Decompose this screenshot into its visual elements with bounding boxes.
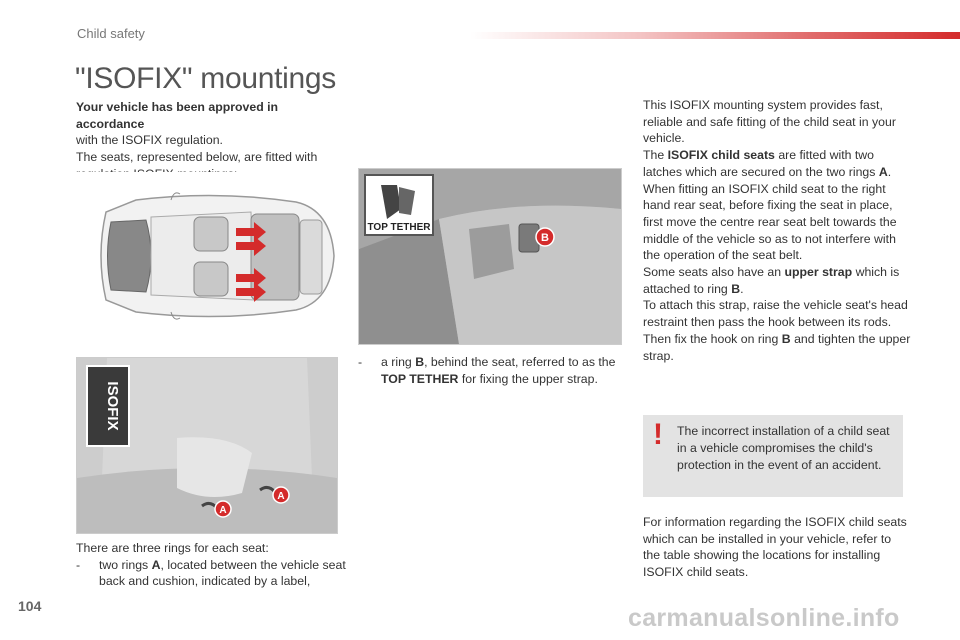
list-dash: - — [76, 557, 81, 572]
top-tether-figure — [358, 168, 622, 345]
ring-b-label: B — [541, 232, 549, 244]
top-tether-tag: TOP TETHER — [367, 222, 431, 233]
caption-ring-a — [76, 540, 346, 590]
list-dash: - — [358, 355, 363, 369]
text-part: , located between the vehicle seat back and cushion, indicated by a label, — [99, 557, 346, 589]
right-column-text — [643, 97, 913, 364]
intro-line-3: The seats, represented below, are fitted with — [76, 150, 318, 165]
isofix-child-seats-term: ISOFIX child seats — [667, 148, 775, 163]
ring-a-label: A — [277, 491, 285, 502]
text-part: a ring — [381, 355, 416, 369]
text-part: , behind the seat, referred to as the — [424, 355, 616, 369]
list-text — [99, 557, 346, 590]
warning-text: The incorrect installation of a child seat in a vehicle compromises the child's protection in the event of an accident. — [677, 424, 890, 472]
caption-a-intro: There are three rings for each seat: — [76, 541, 269, 555]
text-part: The — [643, 148, 668, 163]
intro-lead: Your vehicle has been approved in accordance — [76, 100, 279, 131]
car-top-view-illustration — [76, 172, 336, 340]
trunk-illustration — [359, 169, 621, 344]
text-part: . — [740, 281, 744, 296]
list-item — [358, 354, 623, 387]
watermark-logo: carmanualsonline.info — [628, 604, 900, 632]
ring-a-ref: A — [151, 557, 161, 572]
text-part: To attach this strap, raise the vehicle seat's head restraint then pass the hook between its rods. Then fix the hook on ring — [643, 298, 908, 346]
paragraph: When fitting an ISOFIX child seat to the right hand rear seat, before fixing the seat in place, first move the centre rear seat belt towards the middle of the vehicle so as to not interfere with the operation of the seat belt. — [643, 181, 897, 263]
text-part: for fixing the upper strap. — [458, 371, 598, 386]
paragraph — [643, 297, 913, 364]
paragraph — [643, 264, 913, 297]
section-label: Child safety — [77, 26, 145, 41]
text-part: and tighten the upper strap. — [643, 331, 911, 363]
list-item — [76, 557, 346, 590]
text-part: Some seats also have an — [643, 265, 785, 280]
isofix-tag: ISOFIX — [104, 381, 121, 431]
isofix-seat-figure — [76, 357, 338, 534]
warning-icon: ! — [653, 418, 663, 451]
upper-strap-term: upper strap — [784, 265, 853, 280]
ring-b-ref: B — [731, 281, 741, 296]
info-paragraph: For information regarding the ISOFIX child seats which can be installed in your vehicle, refer to the table showing the locations for installing ISOFIX child seats. — [643, 515, 907, 580]
ring-a-ref: A — [878, 164, 888, 179]
top-tether-term: TOP TETHER — [381, 371, 459, 386]
paragraph — [643, 147, 913, 180]
page-title: "ISOFIX" mountings — [75, 62, 336, 95]
text-part: are fitted with two latches which are secured on the two rings — [643, 148, 879, 179]
ring-b-ref: B — [415, 355, 425, 369]
header-accent-bar — [470, 32, 960, 39]
text-part: . — [887, 164, 892, 179]
paragraph: This ISOFIX mounting system provides fast, reliable and safe fitting of the child seat in your vehicle. — [643, 98, 896, 146]
intro-paragraph — [76, 99, 346, 183]
seat-illustration — [77, 358, 337, 533]
ring-b-ref: B — [781, 331, 791, 346]
text-part: two rings — [99, 557, 152, 572]
list-text — [381, 354, 623, 387]
caption-ring-b — [358, 354, 623, 387]
car-top-view-figure — [76, 172, 336, 340]
ring-a-label: A — [219, 505, 227, 516]
intro-line-2: with the ISOFIX regulation. — [76, 133, 223, 148]
page-number: 104 — [18, 598, 42, 614]
text-part: which is attached to ring — [643, 265, 900, 296]
